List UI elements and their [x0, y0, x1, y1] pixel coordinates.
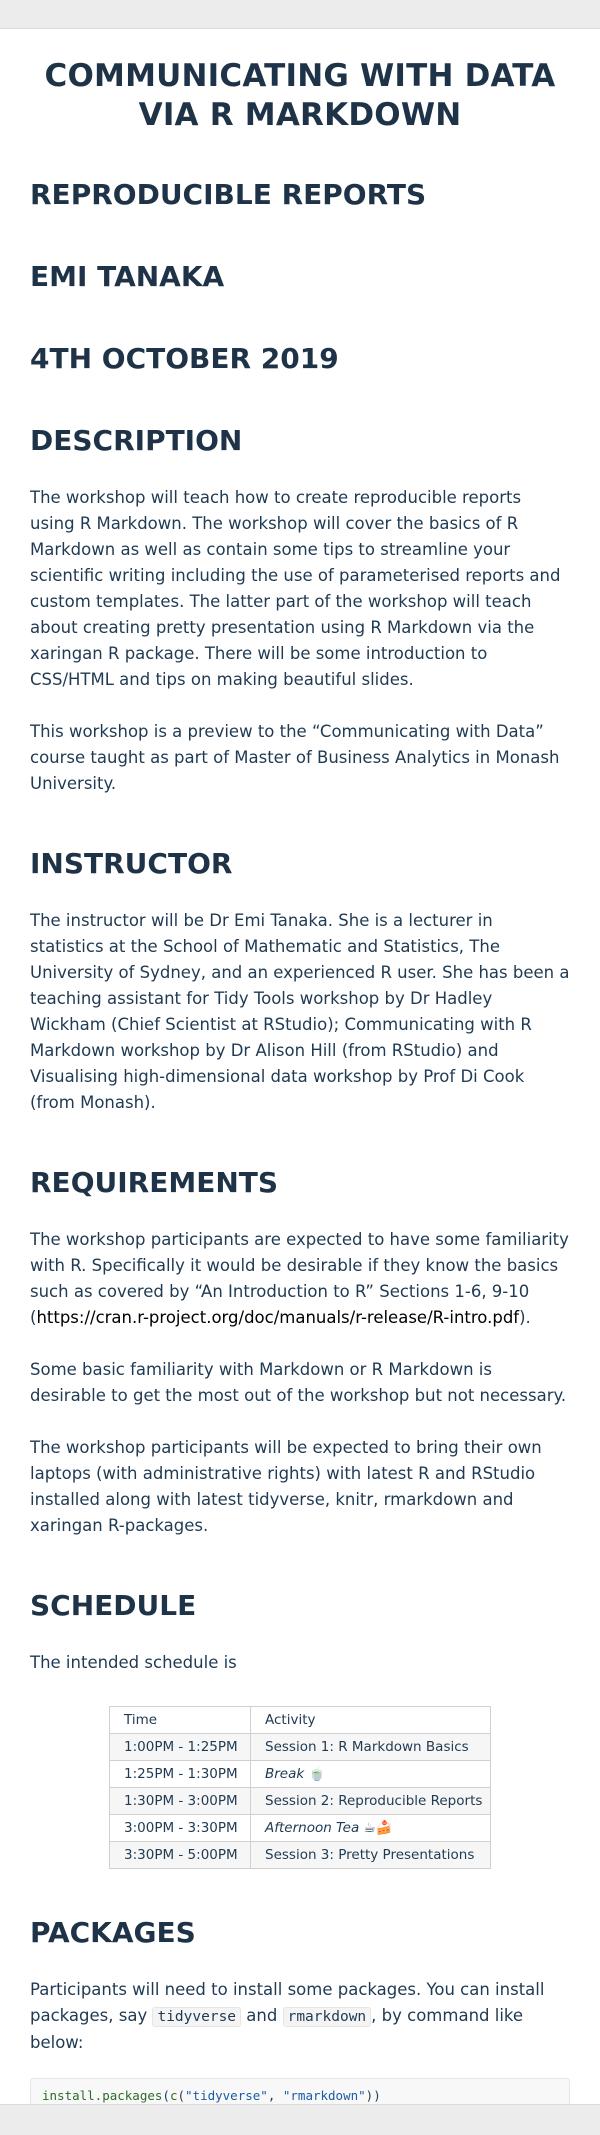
packages-text-b: and: [241, 2006, 283, 2025]
code-paren: (: [177, 2088, 186, 2103]
requirements-heading: REQUIREMENTS: [30, 1166, 279, 1199]
packages-paragraph: [30, 1977, 570, 2056]
author: EMI TANAKA: [30, 260, 225, 293]
description-paragraph-2: This workshop is a preview to the “Communicating with Data” course taught as part of Master of Business Analytics in Monash University.: [30, 722, 560, 793]
packages-text-c: , by command like below:: [30, 2006, 524, 2052]
table-row: [110, 1815, 491, 1842]
time-cell: 3:30PM - 5:00PM: [110, 1842, 251, 1869]
packages-text-a: Participants will need to install some packages. You can install packages, say: [30, 1980, 545, 2025]
activity-cell: [251, 1788, 491, 1815]
code-c-function: c: [169, 2088, 178, 2103]
table-row: [110, 1788, 491, 1815]
time-cell: 1:25PM - 1:30PM: [110, 1761, 251, 1788]
inline-code-rmarkdown: rmarkdown: [283, 2007, 372, 2027]
column-header-time: Time: [110, 1707, 251, 1734]
table-row: [110, 1734, 491, 1761]
document-content: [0, 57, 600, 2105]
activity-label: Session 2: Reproducible Reports: [265, 1793, 483, 1809]
activity-cell: [251, 1734, 491, 1761]
coffee-cake-icon: ☕🍰: [363, 1820, 393, 1836]
date: 4TH OCTOBER 2019: [30, 342, 339, 375]
requirements-paragraph-1: [30, 1227, 570, 1331]
activity-label: Session 1: R Markdown Basics: [265, 1739, 469, 1755]
time-cell: 3:00PM - 3:30PM: [110, 1815, 251, 1842]
code-function: install.packages: [42, 2088, 163, 2103]
code-comma: ,: [267, 2088, 283, 2103]
activity-label: Break: [265, 1766, 305, 1782]
time-cell: 1:00PM - 1:25PM: [110, 1734, 251, 1761]
schedule-heading: SCHEDULE: [30, 1589, 197, 1622]
table-row: [110, 1761, 491, 1788]
code-string-rmarkdown: "rmarkdown": [282, 2088, 366, 2103]
code-string-tidyverse: "tidyverse": [185, 2088, 268, 2103]
r-intro-link[interactable]: https://cran.r-project.org/doc/manuals/r-release/R-intro.pdf: [36, 1308, 520, 1327]
column-header-activity: Activity: [251, 1707, 491, 1734]
requirements-text-b: ).: [519, 1308, 531, 1327]
document-page: [0, 28, 600, 2105]
activity-cell: [251, 1842, 491, 1869]
tea-cup-icon: 🍵: [308, 1766, 326, 1782]
packages-heading: PACKAGES: [30, 1916, 196, 1949]
activity-label: Session 3: Pretty Presentations: [265, 1847, 475, 1863]
schedule-header-row: [110, 1707, 491, 1734]
page-title: COMMUNICATING WITH DATA VIA R MARKDOWN: [44, 58, 556, 133]
schedule-table: [109, 1706, 491, 1869]
activity-cell: [251, 1815, 491, 1842]
description-paragraph-1: The workshop will teach how to create reproducible reports using R Markdown. The workshop will cover the basics of R Markdown as well as contain some tips to streamline your scientific writing including the use of parameterised reports and custom templates. The latter part of the workshop will teach about creating pretty presentation using R Markdown via the xaringan R package. There will be some introduction to CSS/HTML and tips on making beautiful slides.: [30, 488, 561, 689]
description-heading: DESCRIPTION: [30, 424, 243, 457]
inline-code-tidyverse: tidyverse: [152, 2007, 241, 2027]
instructor-heading: INSTRUCTOR: [30, 847, 233, 880]
page-subtitle: REPRODUCIBLE REPORTS: [30, 178, 427, 211]
activity-cell: [251, 1761, 491, 1788]
instructor-paragraph: The instructor will be Dr Emi Tanaka. She is a lecturer in statistics at the School of Mathematic and Statistics, The University of Sydney, and an experienced R user. She has been a teaching assistant for Tidy Tools workshop by Dr Hadley Wickham (Chief Scientist at RStudio); Communicating with R Markdown workshop by Dr Alison Hill (from RStudio) and Visualising high-dimensional data workshop by Prof Di Cook (from Monash).: [30, 911, 570, 1112]
code-paren-close: )): [365, 2088, 381, 2103]
table-row: [110, 1842, 491, 1869]
install-code-block[interactable]: [30, 2078, 570, 2105]
code-paren: (: [162, 2088, 170, 2103]
requirements-text-a: The workshop participants are expected to have some familiarity with R. Specifically it would be desirable if they know the basics such as covered by “An Introduction to R” Sections 1-6, 9-10 (: [30, 1230, 569, 1327]
requirements-paragraph-3: The workshop participants will be expected to bring their own laptops (with administrative rights) with latest R and RStudio installed along with latest tidyverse, knitr, rmarkdown and xaringan R-packages.: [30, 1438, 542, 1535]
activity-label: Afternoon Tea: [265, 1820, 360, 1836]
requirements-paragraph-2: Some basic familiarity with Markdown or R Markdown is desirable to get the most out of the workshop but not necessary.: [30, 1360, 567, 1405]
schedule-intro: The intended schedule is: [30, 1653, 237, 1672]
time-cell: 1:30PM - 3:00PM: [110, 1788, 251, 1815]
